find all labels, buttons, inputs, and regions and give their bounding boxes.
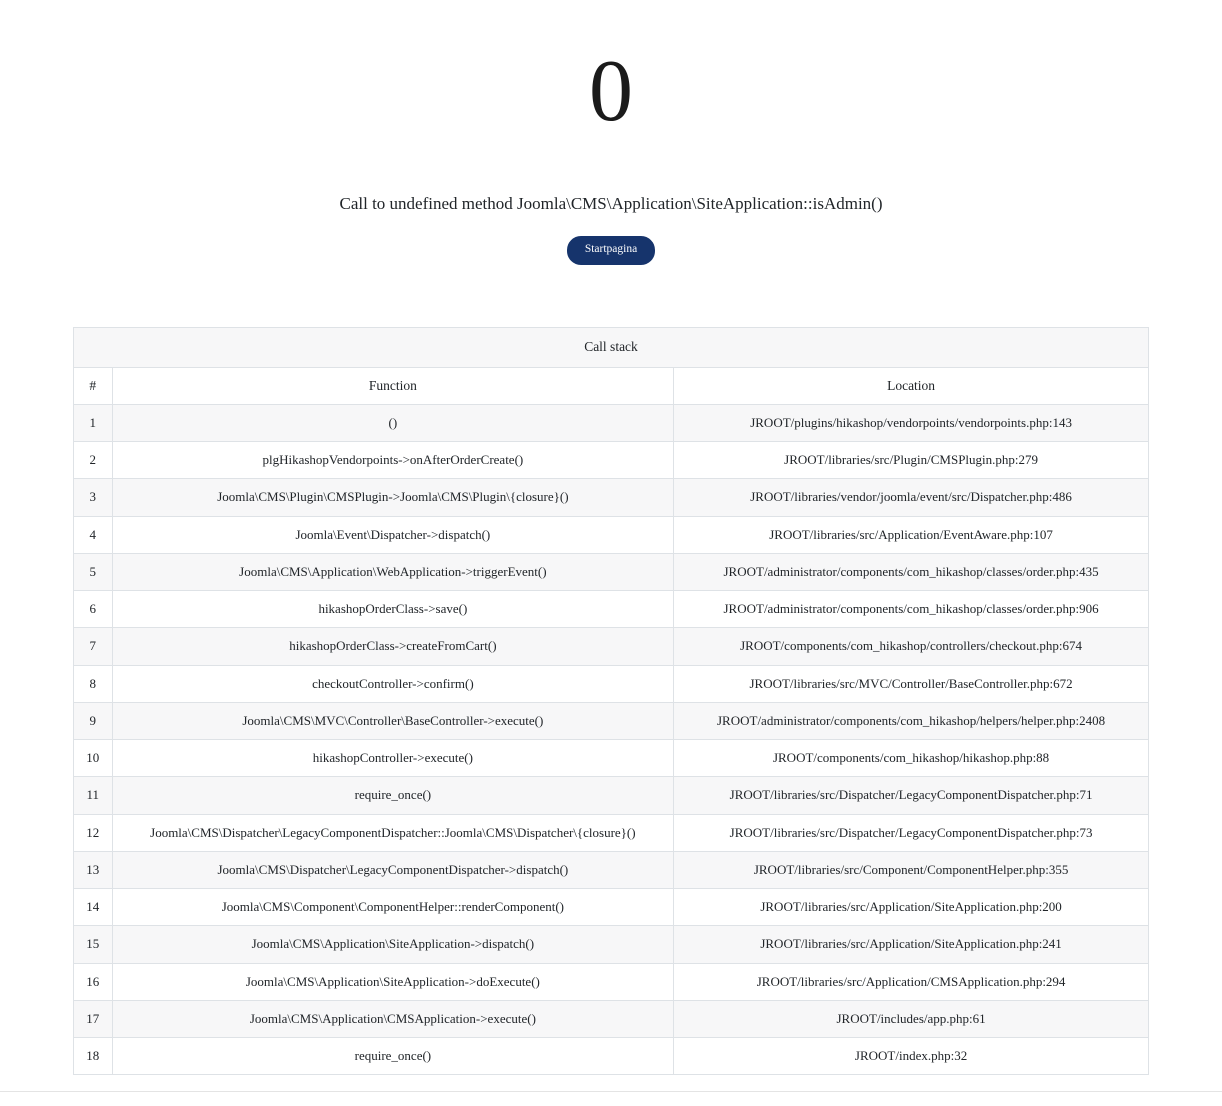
error-message: Call to undefined method Joomla\CMS\Application\SiteApplication::isAdmin() — [339, 194, 883, 213]
table-row — [74, 1038, 1149, 1075]
cell-number: 8 — [74, 665, 113, 702]
cell-function: Joomla\CMS\Application\CMSApplication->execute() — [112, 1000, 674, 1037]
table-row — [74, 963, 1149, 1000]
table-header-row — [74, 367, 1149, 404]
cell-location: JROOT/libraries/src/Application/SiteApplication.php:200 — [674, 889, 1149, 926]
table-row — [74, 628, 1149, 665]
cell-location: JROOT/libraries/vendor/joomla/event/src/Dispatcher.php:486 — [674, 479, 1149, 516]
column-header-number: # — [74, 367, 113, 404]
cell-function: () — [112, 404, 674, 441]
cell-location: JROOT/administrator/components/com_hikashop/classes/order.php:435 — [674, 553, 1149, 590]
table-row — [74, 553, 1149, 590]
cell-function: Joomla\CMS\Plugin\CMSPlugin->Joomla\CMS\Plugin\{closure}() — [112, 479, 674, 516]
cell-function: require_once() — [112, 1038, 674, 1075]
cell-number: 12 — [74, 814, 113, 851]
cell-location: JROOT/index.php:32 — [674, 1038, 1149, 1075]
table-row — [74, 442, 1149, 479]
cell-function: require_once() — [112, 777, 674, 814]
cell-function: Joomla\CMS\Dispatcher\LegacyComponentDispatcher->dispatch() — [112, 851, 674, 888]
cell-function: Joomla\CMS\Component\ComponentHelper::renderComponent() — [112, 889, 674, 926]
cell-function: Joomla\CMS\Application\SiteApplication->doExecute() — [112, 963, 674, 1000]
table-row — [74, 702, 1149, 739]
cell-location: JROOT/includes/app.php:61 — [674, 1000, 1149, 1037]
cell-function: checkoutController->confirm() — [112, 665, 674, 702]
table-row — [74, 1000, 1149, 1037]
call-stack-section — [73, 327, 1149, 1076]
table-row — [74, 814, 1149, 851]
table-row — [74, 889, 1149, 926]
cell-number: 14 — [74, 889, 113, 926]
cell-function: hikashopOrderClass->createFromCart() — [112, 628, 674, 665]
cell-function: Joomla\CMS\Application\WebApplication->triggerEvent() — [112, 553, 674, 590]
cell-location: JROOT/libraries/src/Application/CMSApplication.php:294 — [674, 963, 1149, 1000]
cell-number: 5 — [74, 553, 113, 590]
cell-location: JROOT/libraries/src/Application/SiteApplication.php:241 — [674, 926, 1149, 963]
cell-number: 3 — [74, 479, 113, 516]
table-row — [74, 926, 1149, 963]
cell-function: hikashopController->execute() — [112, 740, 674, 777]
cell-location: JROOT/libraries/src/Dispatcher/LegacyComponentDispatcher.php:71 — [674, 777, 1149, 814]
column-header-function: Function — [112, 367, 674, 404]
cell-location: JROOT/components/com_hikashop/hikashop.php:88 — [674, 740, 1149, 777]
cell-location: JROOT/libraries/src/Application/EventAware.php:107 — [674, 516, 1149, 553]
cell-location: JROOT/libraries/src/Component/ComponentHelper.php:355 — [674, 851, 1149, 888]
table-row — [74, 665, 1149, 702]
cell-location: JROOT/libraries/src/MVC/Controller/BaseController.php:672 — [674, 665, 1149, 702]
cell-number: 15 — [74, 926, 113, 963]
column-header-location: Location — [674, 367, 1149, 404]
call-stack-caption: Call stack — [73, 327, 1149, 367]
cell-function: Joomla\CMS\Dispatcher\LegacyComponentDispatcher::Joomla\CMS\Dispatcher\{closure}() — [112, 814, 674, 851]
cell-number: 18 — [74, 1038, 113, 1075]
cell-function: hikashopOrderClass->save() — [112, 591, 674, 628]
home-button[interactable]: Startpagina — [567, 236, 655, 265]
error-code: 0 — [589, 43, 633, 140]
cell-location: JROOT/administrator/components/com_hikashop/classes/order.php:906 — [674, 591, 1149, 628]
home-button-container — [0, 236, 1222, 265]
cell-location: JROOT/administrator/components/com_hikashop/helpers/helper.php:2408 — [674, 702, 1149, 739]
cell-number: 11 — [74, 777, 113, 814]
cell-number: 10 — [74, 740, 113, 777]
table-row — [74, 591, 1149, 628]
table-row — [74, 479, 1149, 516]
cell-location: JROOT/plugins/hikashop/vendorpoints/vendorpoints.php:143 — [674, 404, 1149, 441]
cell-location: JROOT/components/com_hikashop/controllers/checkout.php:674 — [674, 628, 1149, 665]
cell-number: 13 — [74, 851, 113, 888]
cell-location: JROOT/libraries/src/Plugin/CMSPlugin.php:279 — [674, 442, 1149, 479]
table-row — [74, 404, 1149, 441]
table-row — [74, 851, 1149, 888]
table-row — [74, 740, 1149, 777]
cell-number: 1 — [74, 404, 113, 441]
cell-function: Joomla\CMS\MVC\Controller\BaseController->execute() — [112, 702, 674, 739]
footer-divider — [0, 1091, 1222, 1106]
table-row — [74, 777, 1149, 814]
cell-number: 7 — [74, 628, 113, 665]
cell-number: 9 — [74, 702, 113, 739]
cell-number: 17 — [74, 1000, 113, 1037]
cell-number: 16 — [74, 963, 113, 1000]
cell-function: plgHikashopVendorpoints->onAfterOrderCreate() — [112, 442, 674, 479]
table-row — [74, 516, 1149, 553]
cell-number: 4 — [74, 516, 113, 553]
cell-location: JROOT/libraries/src/Dispatcher/LegacyComponentDispatcher.php:73 — [674, 814, 1149, 851]
cell-number: 2 — [74, 442, 113, 479]
call-stack-body — [74, 404, 1149, 1075]
call-stack-head — [74, 367, 1149, 404]
call-stack-table — [73, 327, 1149, 1076]
cell-number: 6 — [74, 591, 113, 628]
cell-function: Joomla\Event\Dispatcher->dispatch() — [112, 516, 674, 553]
cell-function: Joomla\CMS\Application\SiteApplication->dispatch() — [112, 926, 674, 963]
